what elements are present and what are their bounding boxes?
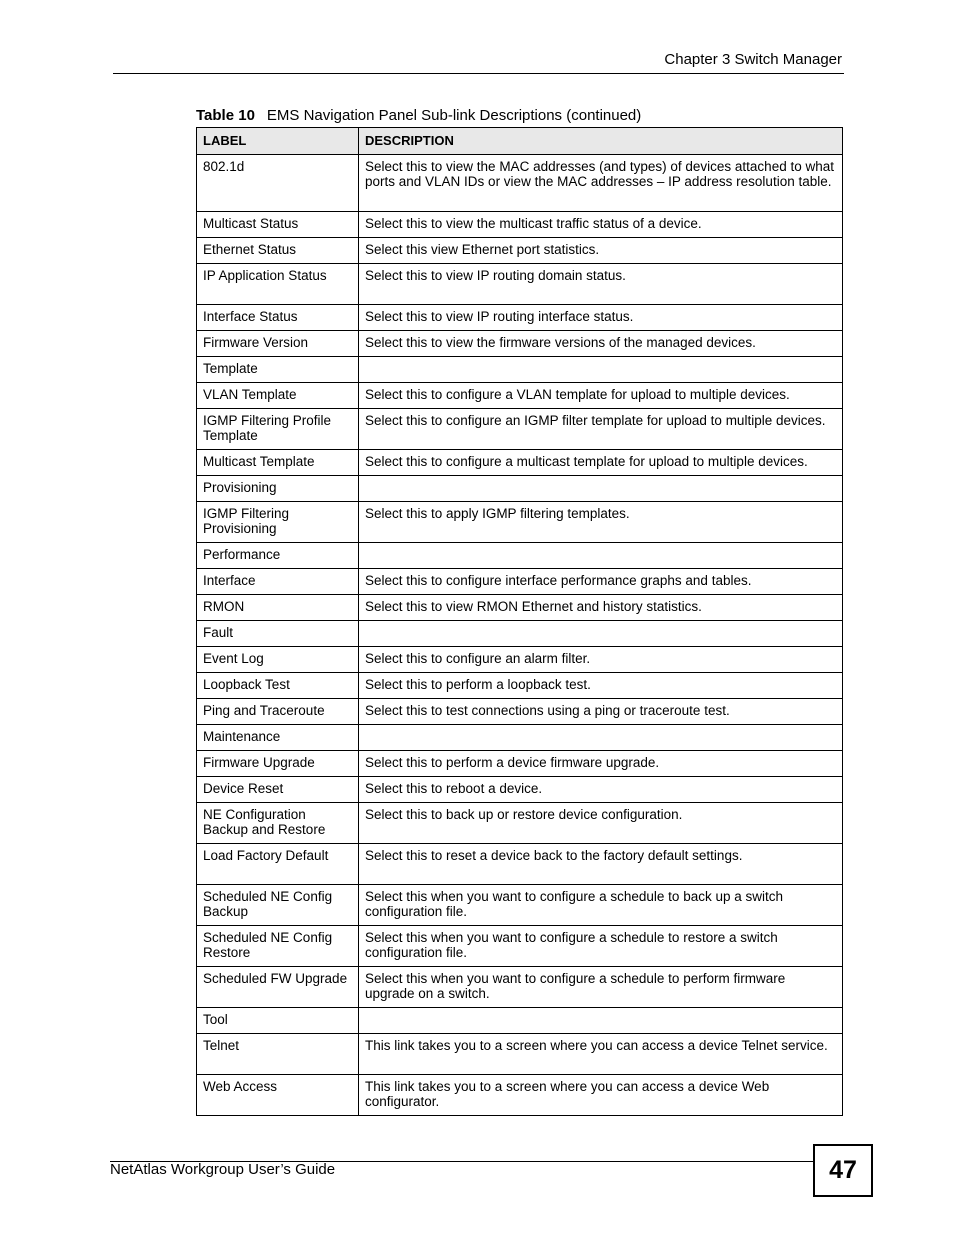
section-row — [197, 543, 843, 569]
section-label: Tool — [197, 1008, 359, 1034]
table-row — [197, 383, 843, 409]
column-header-label: LABEL — [197, 128, 359, 155]
header-divider — [113, 73, 844, 74]
table-row — [197, 1075, 843, 1116]
table-row — [197, 595, 843, 621]
table-row — [197, 409, 843, 450]
row-description — [359, 543, 843, 569]
row-description: Select this to reset a device back to the factory default settings. — [359, 844, 843, 885]
section-label: Template — [197, 357, 359, 383]
row-label: Firmware Version — [197, 331, 359, 357]
row-label: Multicast Status — [197, 212, 359, 238]
row-description: Select this when you want to configure a schedule to back up a switch configuration file. — [359, 885, 843, 926]
row-description — [359, 621, 843, 647]
section-row — [197, 357, 843, 383]
row-description: Select this to view the multicast traffic status of a device. — [359, 212, 843, 238]
section-label: Provisioning — [197, 476, 359, 502]
row-label: NE Configuration Backup and Restore — [197, 803, 359, 844]
chapter-title: Chapter 3 Switch Manager — [664, 51, 842, 68]
table-row — [197, 331, 843, 357]
row-label: Telnet — [197, 1034, 359, 1075]
row-label: IP Application Status — [197, 264, 359, 305]
row-label: Load Factory Default — [197, 844, 359, 885]
row-label: Scheduled NE Config Restore — [197, 926, 359, 967]
table-header-row — [197, 128, 843, 155]
row-label: Ping and Traceroute — [197, 699, 359, 725]
row-description: Select this to apply IGMP filtering templates. — [359, 502, 843, 543]
table-row — [197, 673, 843, 699]
row-label: RMON — [197, 595, 359, 621]
row-label: 802.1d — [197, 155, 359, 212]
table-row — [197, 155, 843, 212]
row-description: Select this when you want to configure a schedule to restore a switch configuration file. — [359, 926, 843, 967]
row-description: Select this to reboot a device. — [359, 777, 843, 803]
row-description — [359, 357, 843, 383]
row-description: Select this to configure an alarm filter. — [359, 647, 843, 673]
table-title: EMS Navigation Panel Sub-link Descriptions (continued) — [266, 107, 642, 124]
row-description: Select this to test connections using a ping or traceroute test. — [359, 699, 843, 725]
row-description: Select this to configure a multicast template for upload to multiple devices. — [359, 450, 843, 476]
row-label: Event Log — [197, 647, 359, 673]
table-row — [197, 926, 843, 967]
row-description: Select this to perform a loopback test. — [359, 673, 843, 699]
section-row — [197, 725, 843, 751]
row-description: Select this to configure an IGMP filter template for upload to multiple devices. — [359, 409, 843, 450]
description-table — [196, 127, 843, 1116]
section-label: Maintenance — [197, 725, 359, 751]
guide-title: NetAtlas Workgroup User’s Guide — [110, 1161, 336, 1178]
table-row — [197, 647, 843, 673]
row-description: Select this when you want to configure a schedule to perform firmware upgrade on a switch. — [359, 967, 843, 1008]
row-description: This link takes you to a screen where you can access a device Telnet service. — [359, 1034, 843, 1075]
section-label: Fault — [197, 621, 359, 647]
row-description — [359, 1008, 843, 1034]
table-row — [197, 885, 843, 926]
row-label: Interface — [197, 569, 359, 595]
table-row — [197, 803, 843, 844]
row-label: Interface Status — [197, 305, 359, 331]
table-row — [197, 569, 843, 595]
section-row — [197, 621, 843, 647]
table-row — [197, 699, 843, 725]
table-row — [197, 1034, 843, 1075]
column-header-description: DESCRIPTION — [359, 128, 843, 155]
table-row — [197, 238, 843, 264]
table-row — [197, 967, 843, 1008]
table-row — [197, 212, 843, 238]
section-row — [197, 476, 843, 502]
table-row — [197, 264, 843, 305]
row-label: Scheduled FW Upgrade — [197, 967, 359, 1008]
row-description: Select this to view the firmware versions of the managed devices. — [359, 331, 843, 357]
table-row — [197, 502, 843, 543]
row-label: Firmware Upgrade — [197, 751, 359, 777]
row-label: Loopback Test — [197, 673, 359, 699]
row-label: Device Reset — [197, 777, 359, 803]
row-label: IGMP Filtering Provisioning — [197, 502, 359, 543]
row-description: Select this to back up or restore device configuration. — [359, 803, 843, 844]
row-description: Select this to view IP routing interface status. — [359, 305, 843, 331]
row-label: VLAN Template — [197, 383, 359, 409]
row-description: Select this to configure a VLAN template for upload to multiple devices. — [359, 383, 843, 409]
row-description: Select this to view IP routing domain status. — [359, 264, 843, 305]
table-row — [197, 777, 843, 803]
row-description: This link takes you to a screen where you can access a device Web configurator. — [359, 1075, 843, 1116]
row-label: Ethernet Status — [197, 238, 359, 264]
page-number: 47 — [813, 1144, 873, 1197]
table-row — [197, 450, 843, 476]
row-description — [359, 476, 843, 502]
row-label: Scheduled NE Config Backup — [197, 885, 359, 926]
table-row — [197, 844, 843, 885]
row-description: Select this to view RMON Ethernet and history statistics. — [359, 595, 843, 621]
row-description: Select this to view the MAC addresses (and types) of devices attached to what ports and VLAN IDs or view the MAC addresses – IP address resolution table. — [359, 155, 843, 212]
row-label: IGMP Filtering Profile Template — [197, 409, 359, 450]
table-row — [197, 305, 843, 331]
section-label: Performance — [197, 543, 359, 569]
table-caption — [196, 107, 641, 125]
table-row — [197, 751, 843, 777]
row-label: Web Access — [197, 1075, 359, 1116]
section-row — [197, 1008, 843, 1034]
row-description — [359, 725, 843, 751]
table-number: Table 10 — [196, 107, 255, 124]
row-description: Select this view Ethernet port statistics. — [359, 238, 843, 264]
row-label: Multicast Template — [197, 450, 359, 476]
row-description: Select this to perform a device firmware upgrade. — [359, 751, 843, 777]
row-description: Select this to configure interface performance graphs and tables. — [359, 569, 843, 595]
